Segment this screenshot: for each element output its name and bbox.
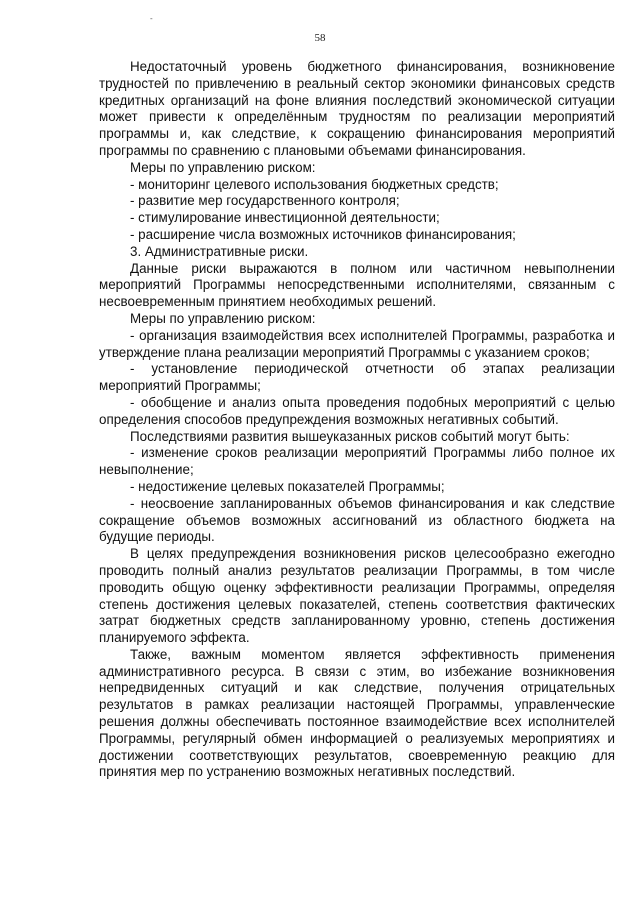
list-item: - расширение числа возможных источников финансирования; xyxy=(130,226,516,242)
measures-heading: Меры по управлению риском: xyxy=(130,310,316,326)
page-number: 58 xyxy=(314,32,326,44)
section-heading: 3. Административные риски. xyxy=(130,243,309,259)
paragraph-admin-risk: Данные риски выражаются в полном или частичном невыполнении мероприятий Программы непосредственными исполнителями, связанным с несвоевременным принятием необходимых решений. xyxy=(99,260,615,310)
list-item: - установление периодической отчетности об этапах реализации мероприятий Программы; xyxy=(99,361,615,394)
list-item: - мониторинг целевого использования бюджетных средств; xyxy=(130,176,499,192)
measures-heading: Меры по управлению риском: xyxy=(130,159,316,175)
list-item: - стимулирование инвестиционной деятельности; xyxy=(130,210,440,226)
list-item: - изменение сроков реализации мероприятий Программы либо полное их невыполнение; xyxy=(99,445,615,478)
list-item: - обобщение и анализ опыта проведения подобных мероприятий с целью определения способов предупреждения возможных негативных событий. xyxy=(99,394,615,427)
paragraph-funding-risk: Недостаточный уровень бюджетного финансирования, возникновение трудностей по привлечению в реальный сектор экономики финансовых средств кредитных организаций на фоне влияния последствий экономической ситуации может привести к определённым трудностям по реализации мероприятий программы и, как следствие, к сокращению финансирования мероприятий программы по сравнению с плановыми объемами финансирования. xyxy=(99,59,615,158)
scan-mark: - xyxy=(150,14,153,23)
list-item: - организация взаимодействия всех исполнителей Программы, разработка и утверждение плана реализации мероприятий Программы с указанием сроков; xyxy=(99,327,615,360)
document-body xyxy=(99,59,615,781)
list-item: - неосвоение запланированных объемов финансирования и как следствие сокращение объемов возможных ассигнований из областного бюджета на будущие периоды. xyxy=(99,495,615,545)
paragraph-prevention: В целях предупреждения возникновения рисков целесообразно ежегодно проводить полный анализ результатов реализации Программы, в том числе проводить общую оценку эффективности реализации Программы, определяя степень достижения целевых показателей, степень соответствия фактических затрат бюджетных средств запланированному уровню, степень достижения планируемого эффекта. xyxy=(99,546,615,646)
list-item: - недостижение целевых показателей Программы; xyxy=(130,478,445,494)
paragraph-admin-resource: Также, важным моментом является эффективность применения административного ресурса. В связи с этим, во избежание возникновения непредвиденных ситуаций и как следствие, получения отрицательных результатов в рамках реализации настоящей Программы, управленческие решения должны обеспечивать постоянное взаимодействие всех исполнителей Программы, регулярный обмен информацией о реализуемых мероприятиях и достижении соответствующих результатов, своевременную реакцию для принятия мер по устранению возможных негативных последствий. xyxy=(99,646,615,780)
paragraph-consequences: Последствиями развития вышеуказанных рисков событий могут быть: xyxy=(130,428,570,444)
list-item: - развитие мер государственного контроля; xyxy=(130,193,400,209)
